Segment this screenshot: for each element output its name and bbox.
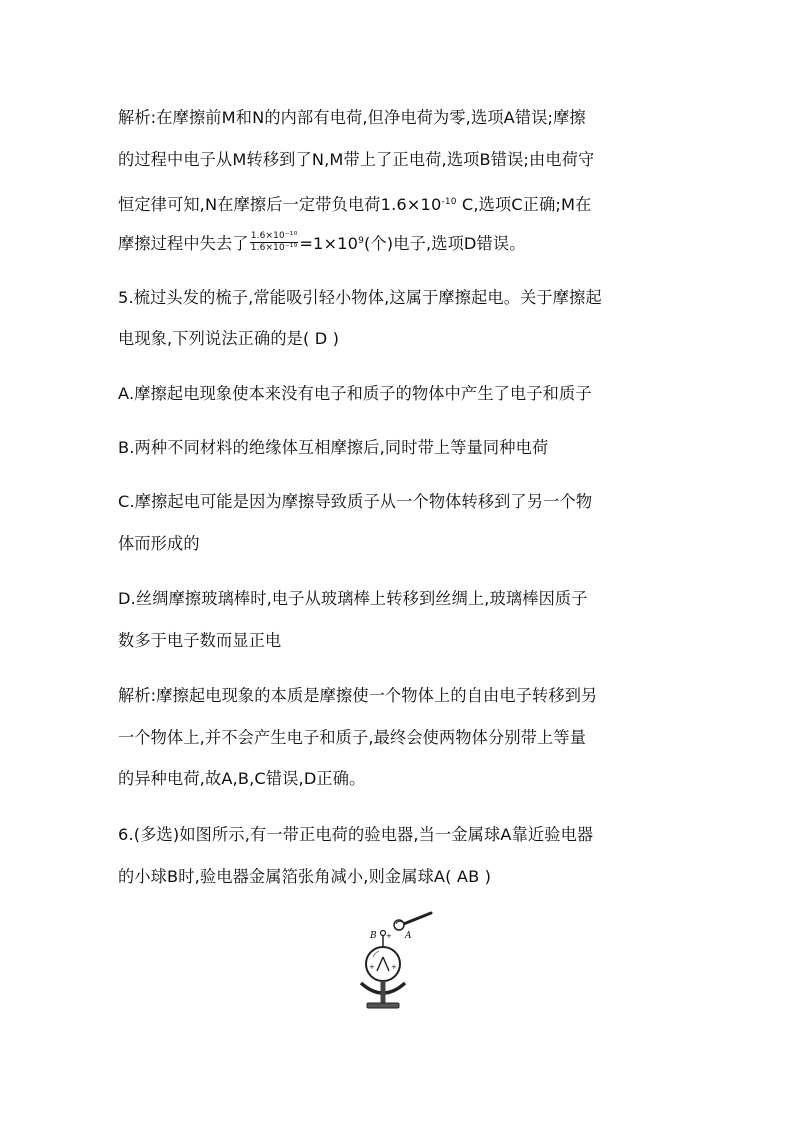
option-d: D.丝绸摩擦玻璃棒时,电子从玻璃棒上转移到丝绸上,玻璃棒因质子 [118,589,588,608]
analysis-line: 的异种电荷,故A,B,C错误,D正确。 [118,769,366,788]
question-5-stem: 5.梳过头发的梳子,常能吸引轻小物体,这属于摩擦起电。关于摩擦起 [118,288,602,307]
analysis-line [118,191,591,216]
text-segment: C,选项C正确;M在 [456,195,592,214]
analysis-line: 解析:在摩擦前M和N的内部有电荷,但净电荷为零,选项A错误;摩擦 [118,108,586,127]
stand-base [367,1003,399,1008]
text-segment: 摩擦过程中失去了 [118,234,249,253]
option-d: 数多于电子数而显正电 [118,631,282,650]
exponent: -10 [441,197,457,207]
question-5-stem: 电现象,下列说法正确的是( D ) [118,329,340,348]
option-c: C.摩擦起电可能是因为摩擦导致质子从一个物体转移到了另一个物 [118,492,593,511]
question-6-stem: 6.(多选)如图所示,有一带正电荷的验电器,当一金属球A靠近验电器 [118,825,594,844]
question-6-stem: 的小球B时,验电器金属箔张角减小,则金属球A( AB ) [118,867,492,886]
analysis-line: 一个物体上,并不会产生电子和质子,最终会使两物体分别带上等量 [118,728,587,747]
fraction [250,231,299,254]
text-segment: (个)电子,选项D错误。 [364,234,526,253]
foil-charge-right: + [391,963,397,971]
label-a: A [405,931,412,941]
electroscope-figure [357,905,435,1013]
label-b: B [370,931,377,941]
stand-post [381,981,386,1003]
analysis-line: 解析:摩擦起电现象的本质是摩擦使一个物体上的自由电子转移到另 [118,686,598,705]
fraction-denominator: 1.6×10⁻¹⁹ [250,243,298,253]
charge-plus: + [386,932,392,940]
metal-rod [401,913,431,925]
option-c: 体而形成的 [118,534,200,553]
exponent: 9 [358,236,364,246]
foil-charge-left: + [369,963,375,971]
analysis-line [118,230,526,256]
ball-b [381,931,386,936]
text-segment: 恒定律可知,N在摩擦后一定带负电荷1.6×10 [118,195,442,214]
option-b: B.两种不同材料的绝缘体互相摩擦后,同时带上等量同种电荷 [118,438,549,457]
text-segment: =1×10 [299,234,359,253]
fraction-numerator: 1.6×10⁻¹⁰ [250,231,298,241]
option-a: A.摩擦起电现象使本来没有电子和质子的物体中产生了电子和质子 [118,384,592,403]
analysis-line: 的过程中电子从M转移到了N,M带上了正电荷,选项B错误;由电荷守 [118,150,595,169]
